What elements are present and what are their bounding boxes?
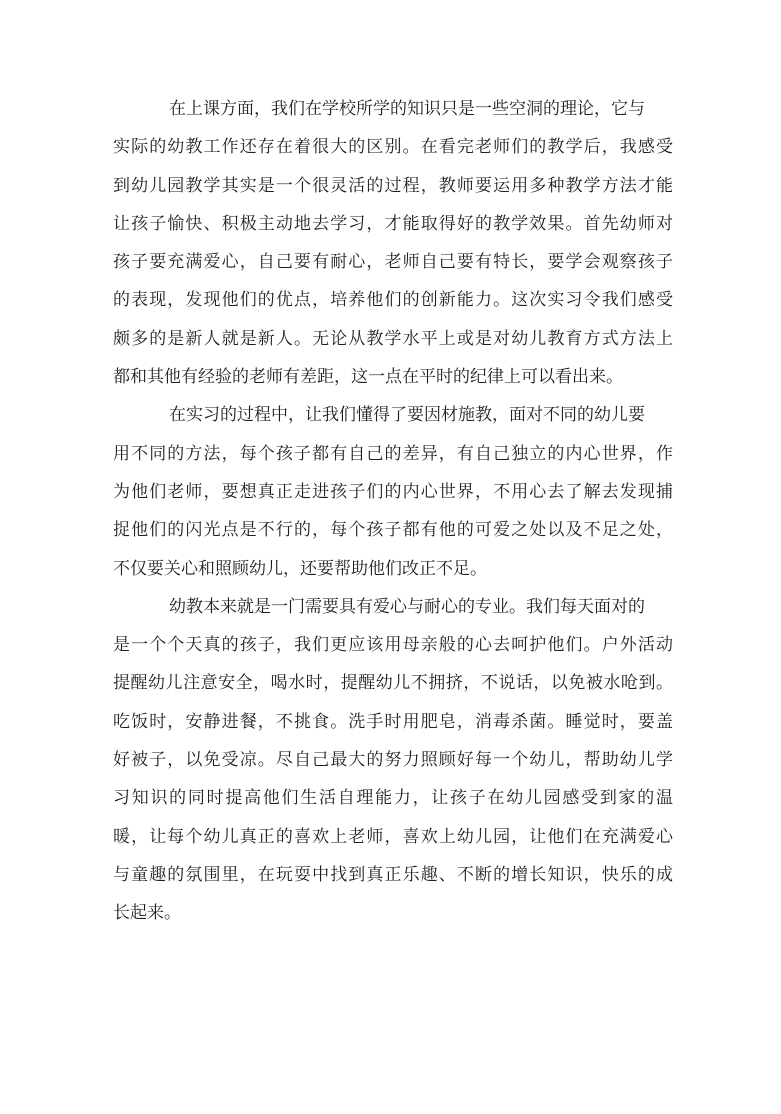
paragraph-2-line-2: 用不同的方法，每个孩子都有自己的差异，有自己独立的内心世界，作 bbox=[113, 443, 673, 464]
paragraph-2-line-3: 为他们老师，要想真正走进孩子们的内心世界，不用心去了解去发现捕 bbox=[113, 481, 673, 502]
paragraph-1-line-8: 都和其他有经验的老师有差距，这一点在平时的纪律上可以看出来。 bbox=[113, 367, 623, 388]
paragraph-2-line-4: 捉他们的闪光点是不行的，每个孩子都有他的可爱之处以及不足之处， bbox=[113, 520, 673, 541]
paragraph-1-line-7: 颇多的是新人就是新人。无论从教学水平上或是对幼儿教育方式方法上 bbox=[113, 328, 673, 349]
paragraph-2-line-5: 不仅要关心和照顾幼儿，还要帮助他们改正不足。 bbox=[113, 558, 487, 579]
paragraph-1-line-3: 到幼儿园教学其实是一个很灵活的过程，教师要运用多种教学方法才能 bbox=[113, 175, 673, 196]
paragraph-3-line-3: 提醒幼儿注意安全，喝水时，提醒幼儿不拥挤，不说话，以免被水呛到。 bbox=[113, 673, 673, 694]
paragraph-1-line-1: 在上课方面，我们在学校所学的知识只是一些空洞的理论，它与 bbox=[169, 99, 645, 119]
paragraph-1-line-4: 让孩子愉快、积极主动地去学习，才能取得好的教学效果。首先幼师对 bbox=[113, 213, 673, 234]
paragraph-3-line-5: 好被子，以免受凉。尽自己最大的努力照顾好每一个幼儿，帮助幼儿学 bbox=[113, 750, 673, 771]
paragraph-3-line-7: 暖，让每个幼儿真正的喜欢上老师，喜欢上幼儿园，让他们在充满爱心 bbox=[113, 826, 673, 847]
document-body bbox=[113, 90, 673, 933]
paragraph-3-line-4: 吃饭时，安静进餐，不挑食。洗手时用肥皂，消毒杀菌。睡觉时，要盖 bbox=[113, 711, 673, 732]
paragraph-3-line-2: 是一个个天真的孩子，我们更应该用母亲般的心去呵护他们。户外活动 bbox=[113, 635, 673, 656]
paragraph-3-line-1: 幼教本来就是一门需要具有爱心与耐心的专业。我们每天面对的 bbox=[169, 596, 645, 617]
paragraph-1-line-6: 的表现，发现他们的优点，培养他们的创新能力。这次实习令我们感受 bbox=[113, 290, 673, 311]
paragraph-3-line-8: 与童趣的氛围里，在玩耍中找到真正乐趣、不断的增长知识，快乐的成 bbox=[113, 864, 673, 885]
paragraph-1-line-5: 孩子要充满爱心，自己要有耐心，老师自己要有特长，要学会观察孩子 bbox=[113, 252, 673, 273]
paragraph-3-line-9: 长起来。 bbox=[113, 903, 181, 924]
paragraph-3-line-6: 习知识的同时提高他们生活自理能力，让孩子在幼儿园感受到家的温 bbox=[113, 788, 673, 809]
paragraph-2-line-1: 在实习的过程中，让我们懂得了要因材施教，面对不同的幼儿要 bbox=[169, 405, 645, 426]
paragraph-1-line-2: 实际的幼教工作还存在着很大的区别。在看完老师们的教学后，我感受 bbox=[113, 137, 673, 158]
